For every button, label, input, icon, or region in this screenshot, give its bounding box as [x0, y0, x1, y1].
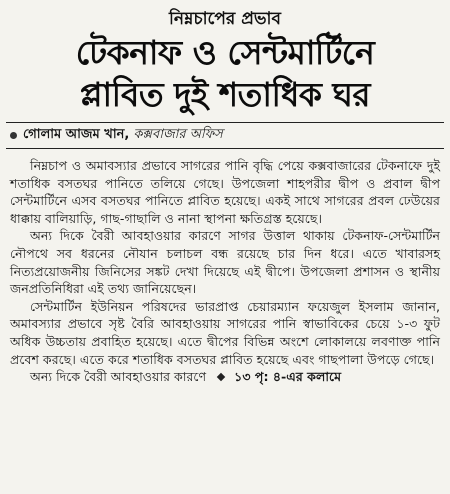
bullet-icon [10, 132, 17, 139]
byline-divider [6, 148, 444, 149]
diamond-icon [217, 373, 225, 381]
kicker: নিম্নচাপের প্রভাব [169, 9, 281, 29]
continuation-text: অন্য দিকে বৈরী আবহাওয়ার কারণে [30, 369, 207, 385]
headline [6, 32, 444, 116]
continuation-reference: ১৩ পৃ: ৪-এর কলামে [234, 369, 342, 385]
paragraph: অন্য দিকে বৈরী আবহাওয়ার কারণে সাগর উত্তাল থাকায় টেকনাফ-সেন্টমার্টিন নৌপথে সব ধরনের নৌযান চলাচল বন্ধ রয়েছে চার দিন ধরে। এতে খাবারসহ নিত্যপ্রয়োজনীয় জিনিসের সঙ্কট দেখা দিয়েছে এই দ্বীপে। উপজেলা প্রশাসন ও স্থানীয় জনপ্রতিনিধিরা এই তথ্য জানিয়েছেন। [10, 228, 440, 297]
headline-line-1: টেকনাফ ও সেন্টমার্টিনে [75, 33, 375, 72]
reporter-name: গোলাম আজম খান, [23, 127, 130, 142]
byline [6, 123, 444, 147]
paragraph: সেন্টমার্টিন ইউনিয়ন পরিষদের ভারপ্রাপ্ত চেয়ারম্যান ফয়েজুল ইসলাম জানান, অমাবস্যার প্রভাবে সৃষ্ট বৈরি আবহাওয়ায় সাগরের পানি স্বাভাবিকের চেয়ে ১-৩ ফুট অধিক উচ্চতায় প্রবাহিত হয়েছে। এতে দ্বীপের বিভিন্ন অংশে লোকালয়ে লবণাক্ত পানি প্রবেশ করছে। এতে করে শতাধিক বসতঘর প্লাবিত হয়েছে এবং গাছপালা উপড়ে গেছে। [10, 298, 440, 367]
dateline-location: কক্সবাজার অফিস [133, 127, 223, 142]
article-body [6, 157, 444, 386]
headline-line-2: প্লাবিত দুই শতাধিক ঘর [79, 75, 371, 114]
continuation-line [10, 368, 440, 386]
paragraph: নিম্নচাপ ও অমাবস্যার প্রভাবে সাগরের পানি বৃদ্ধি পেয়ে কক্সবাজারের টেকনাফে দুই শতাধিক বসতঘর পানিতে তলিয়ে গেছে। উপজেলা শাহপরীর দ্বীপ ও প্রবাল দ্বীপ সেন্টমার্টিনে এসব বসতঘর পানিতে প্লাবিত হয়েছে। একই সাথে সাগরের প্রবল ঢেউয়ের ধাক্কায় বালিয়াড়ি, গাছ-গাছালি ও নানা স্থাপনা ক্ষতিগ্রস্ত হয়েছে। [10, 158, 440, 226]
